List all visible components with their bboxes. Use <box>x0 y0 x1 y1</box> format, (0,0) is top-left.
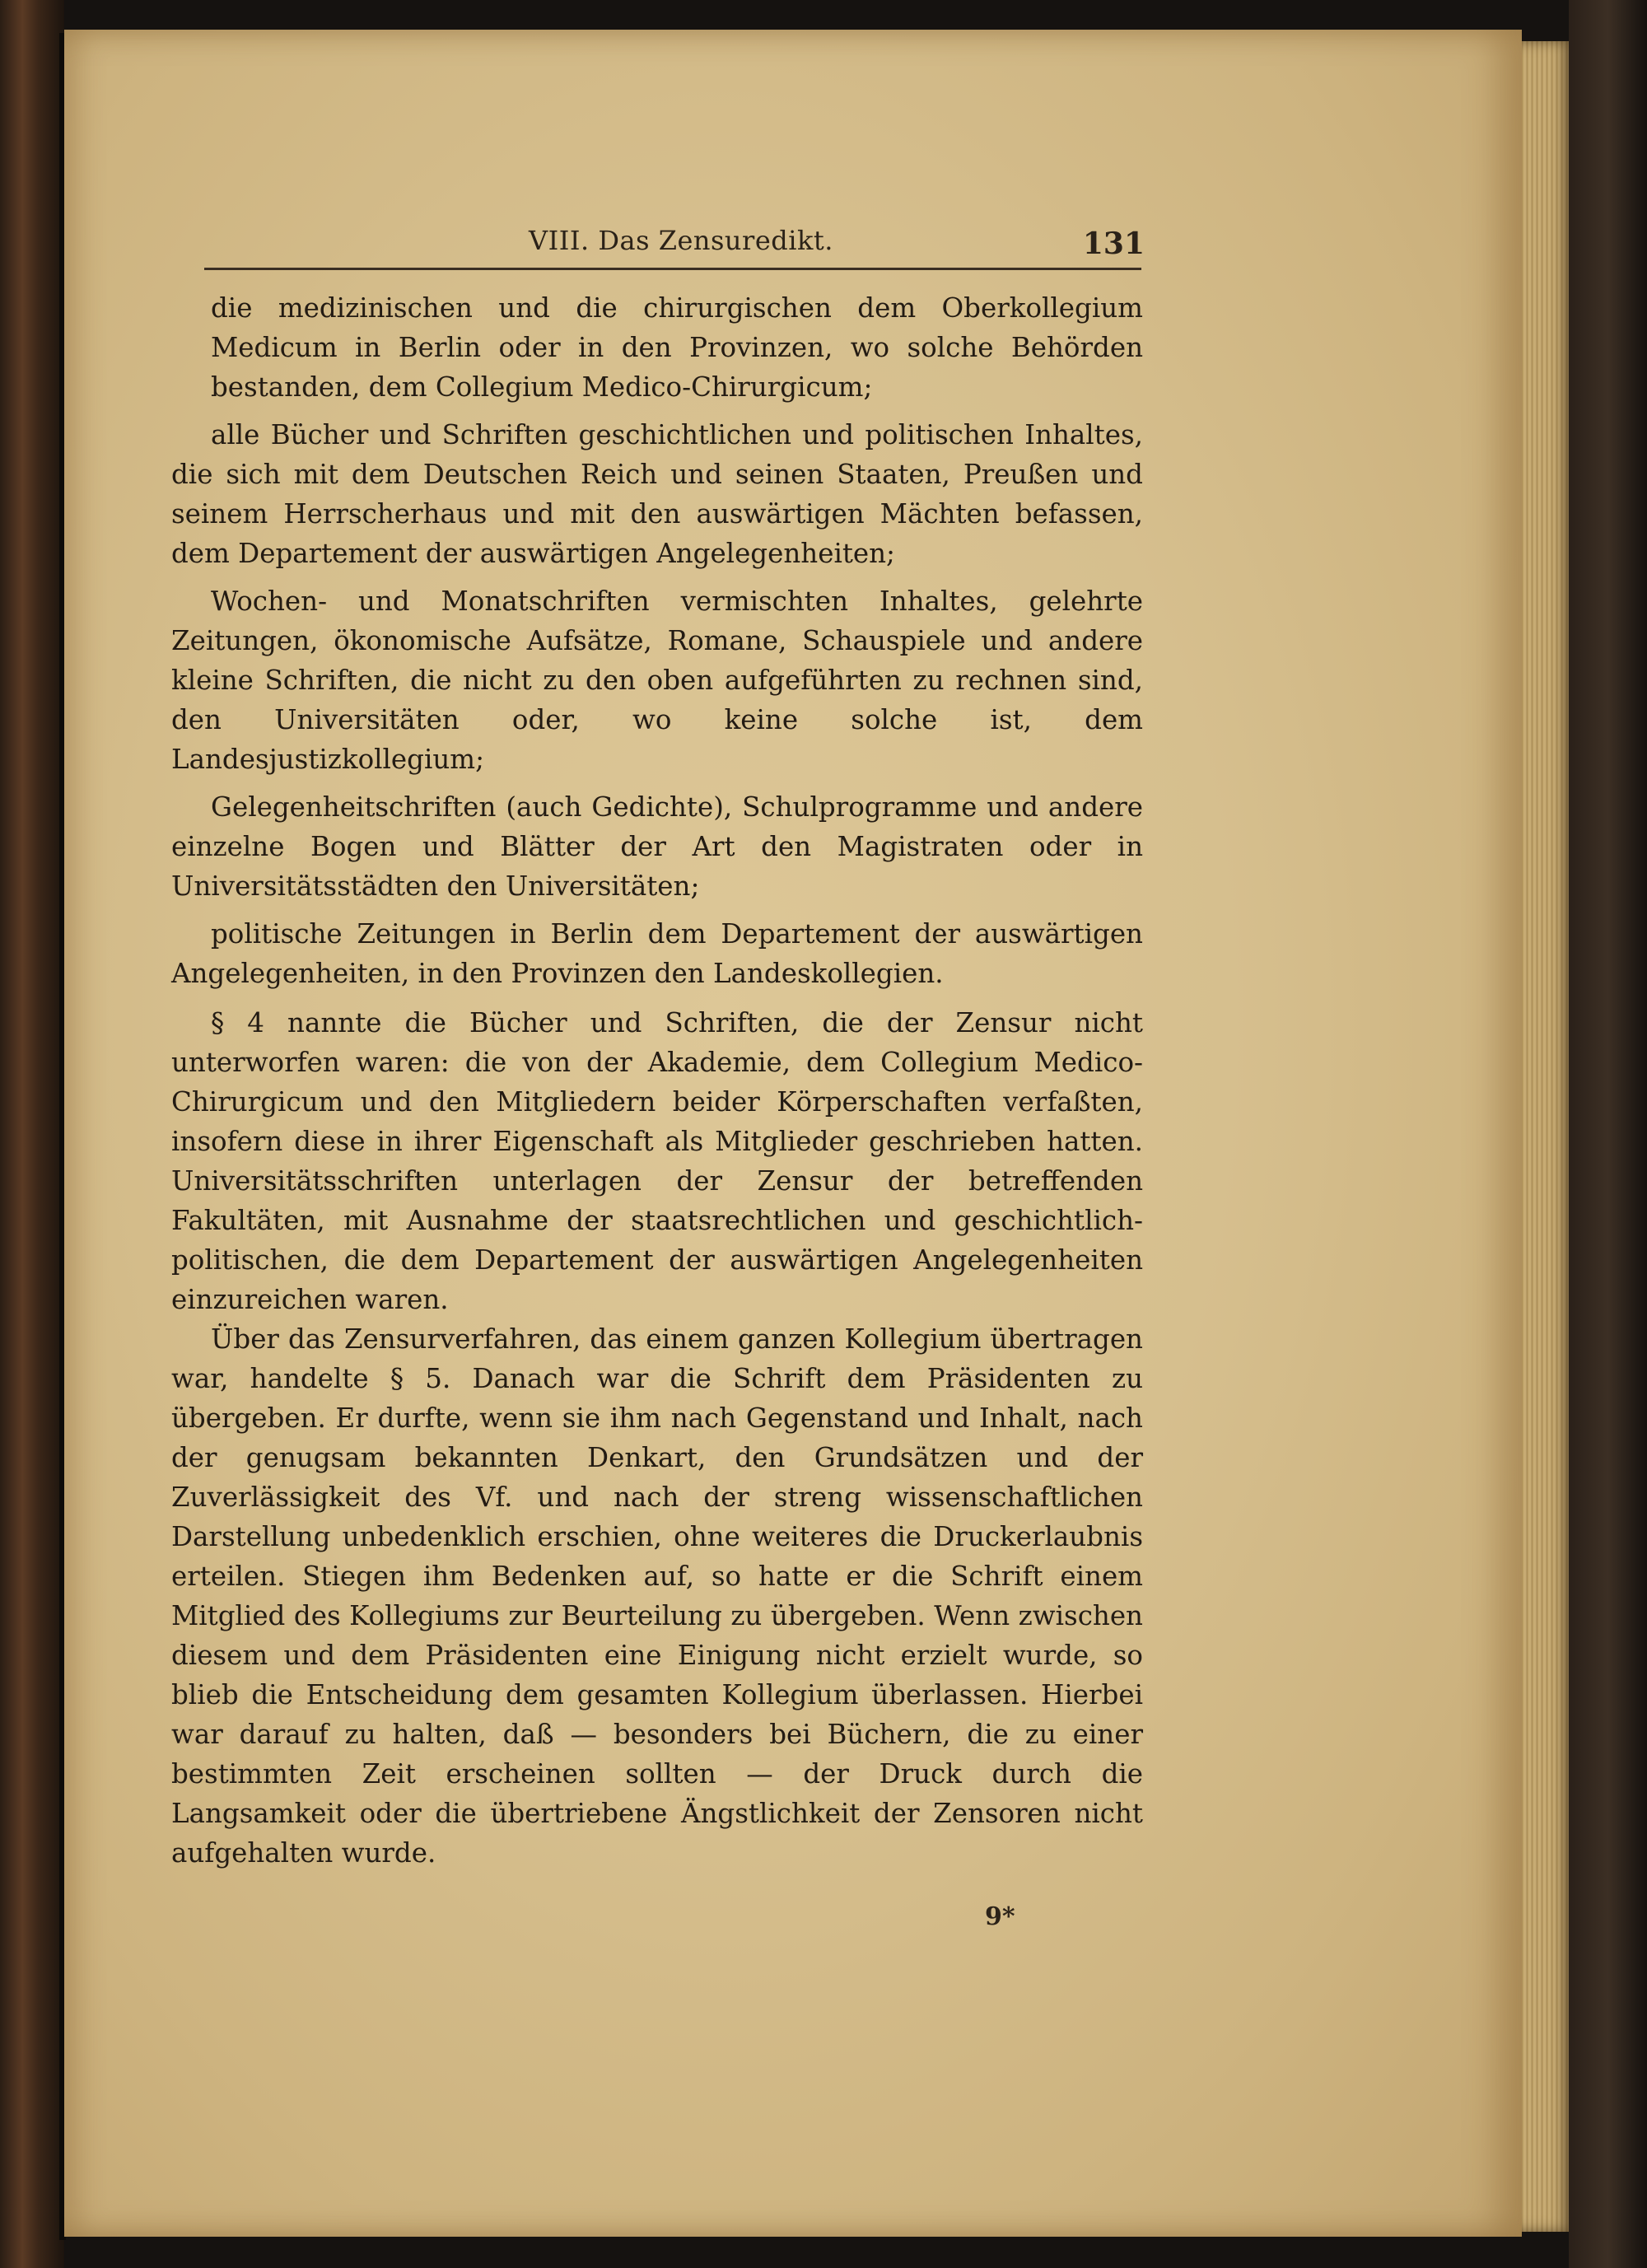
list-item-medical: die medizinischen und die chirurgischen dem Oberkollegium Medicum in Berlin oder in den Provinzen, wo solche Behörden bestanden, dem Collegium Medico-Chirurgicum; <box>211 292 1143 403</box>
paragraph-section-5: Über das Zensurverfahren, das einem ganzen Kollegium übertragen war, handelte § 5. Danach war die Schrift dem Präsidenten zu übergeben. Er durfte, wenn sie ihm nach Gegenstand und Inhalt, nach der genugsam bekannten Denkart, den Grundsätzen und der Zuverlässigkeit des Vf. und nach der streng wissenschaftlichen Darstellung unbedenklich erschien, ohne weiteres die Druckerlaubnis erteilen. Stiegen ihm Bedenken auf, so hatte er die Schrift einem Mitglied des Kollegiums zur Beurteilung zu übergeben. Wenn zwischen diesem und dem Präsidenten eine Einigung nicht erzielt wurde, so blieb die Entscheidung dem gesamten Kollegium überlassen. Hierbei war darauf zu halten, daß — besonders bei Büchern, die zu einer bestimmten Zeit erscheinen sollten — der Druck durch die Langsamkeit oder die übertriebene Ängstlichkeit der Zensoren nicht aufgehalten wurde. <box>171 1323 1143 1869</box>
page-body <box>171 288 1143 1873</box>
list-item-newspapers: politische Zeitungen in Berlin dem Departement der auswärtigen Angelegenheiten, in den Provinzen den Landeskollegien. <box>171 918 1143 989</box>
list-item-history: alle Bücher und Schriften geschichtlichen und politischen Inhaltes, die sich mit dem Deutschen Reich und seinen Staaten, Preußen und seinem Herrscherhaus und mit den auswärtigen Mächten befassen, dem Departement der auswärtigen Angelegenheiten; <box>171 419 1143 569</box>
page-header <box>206 210 1145 268</box>
list-item-periodicals: Wochen- und Monatschriften vermischten Inhaltes, gelehrte Zeitungen, ökonomische Aufsätze, Romane, Schauspiele und andere kleine Schriften, die nicht zu den oben aufgeführten zu rechnen sind, den Universitäten oder, wo keine solche ist, dem Landesjustizkollegium; <box>171 586 1143 775</box>
right-cover <box>1569 0 1647 2268</box>
list-item-occasional: Gelegenheitschriften (auch Gedichte), Schulprogramme und andere einzelne Bogen und Blätter der Art den Magistraten oder in Universitätsstädten den Universitäten; <box>171 791 1143 902</box>
paragraph-section-4: § 4 nannte die Bücher und Schriften, die der Zensur nicht unterworfen waren: die von der Akademie, dem Collegium Medico-Chirurgicum und den Mitgliedern beider Körperschaften verfaßten, insofern diese in ihrer Eigenschaft als Mitglieder geschrieben hatten. Universitätsschriften unterlagen der Zensur der betreffenden Fakultäten, mit Ausnahme der staatsrechtlichen und geschichtlich-politischen, die dem Departement der auswärtigen Angelegenheiten einzureichen waren. <box>171 1007 1143 1315</box>
left-binding <box>0 0 64 2268</box>
header-rule <box>204 268 1141 270</box>
page-number: 131 <box>1082 226 1145 261</box>
signature-mark: 9* <box>985 1902 1015 1931</box>
running-head: VIII. Das Zensuredikt. <box>529 225 833 256</box>
